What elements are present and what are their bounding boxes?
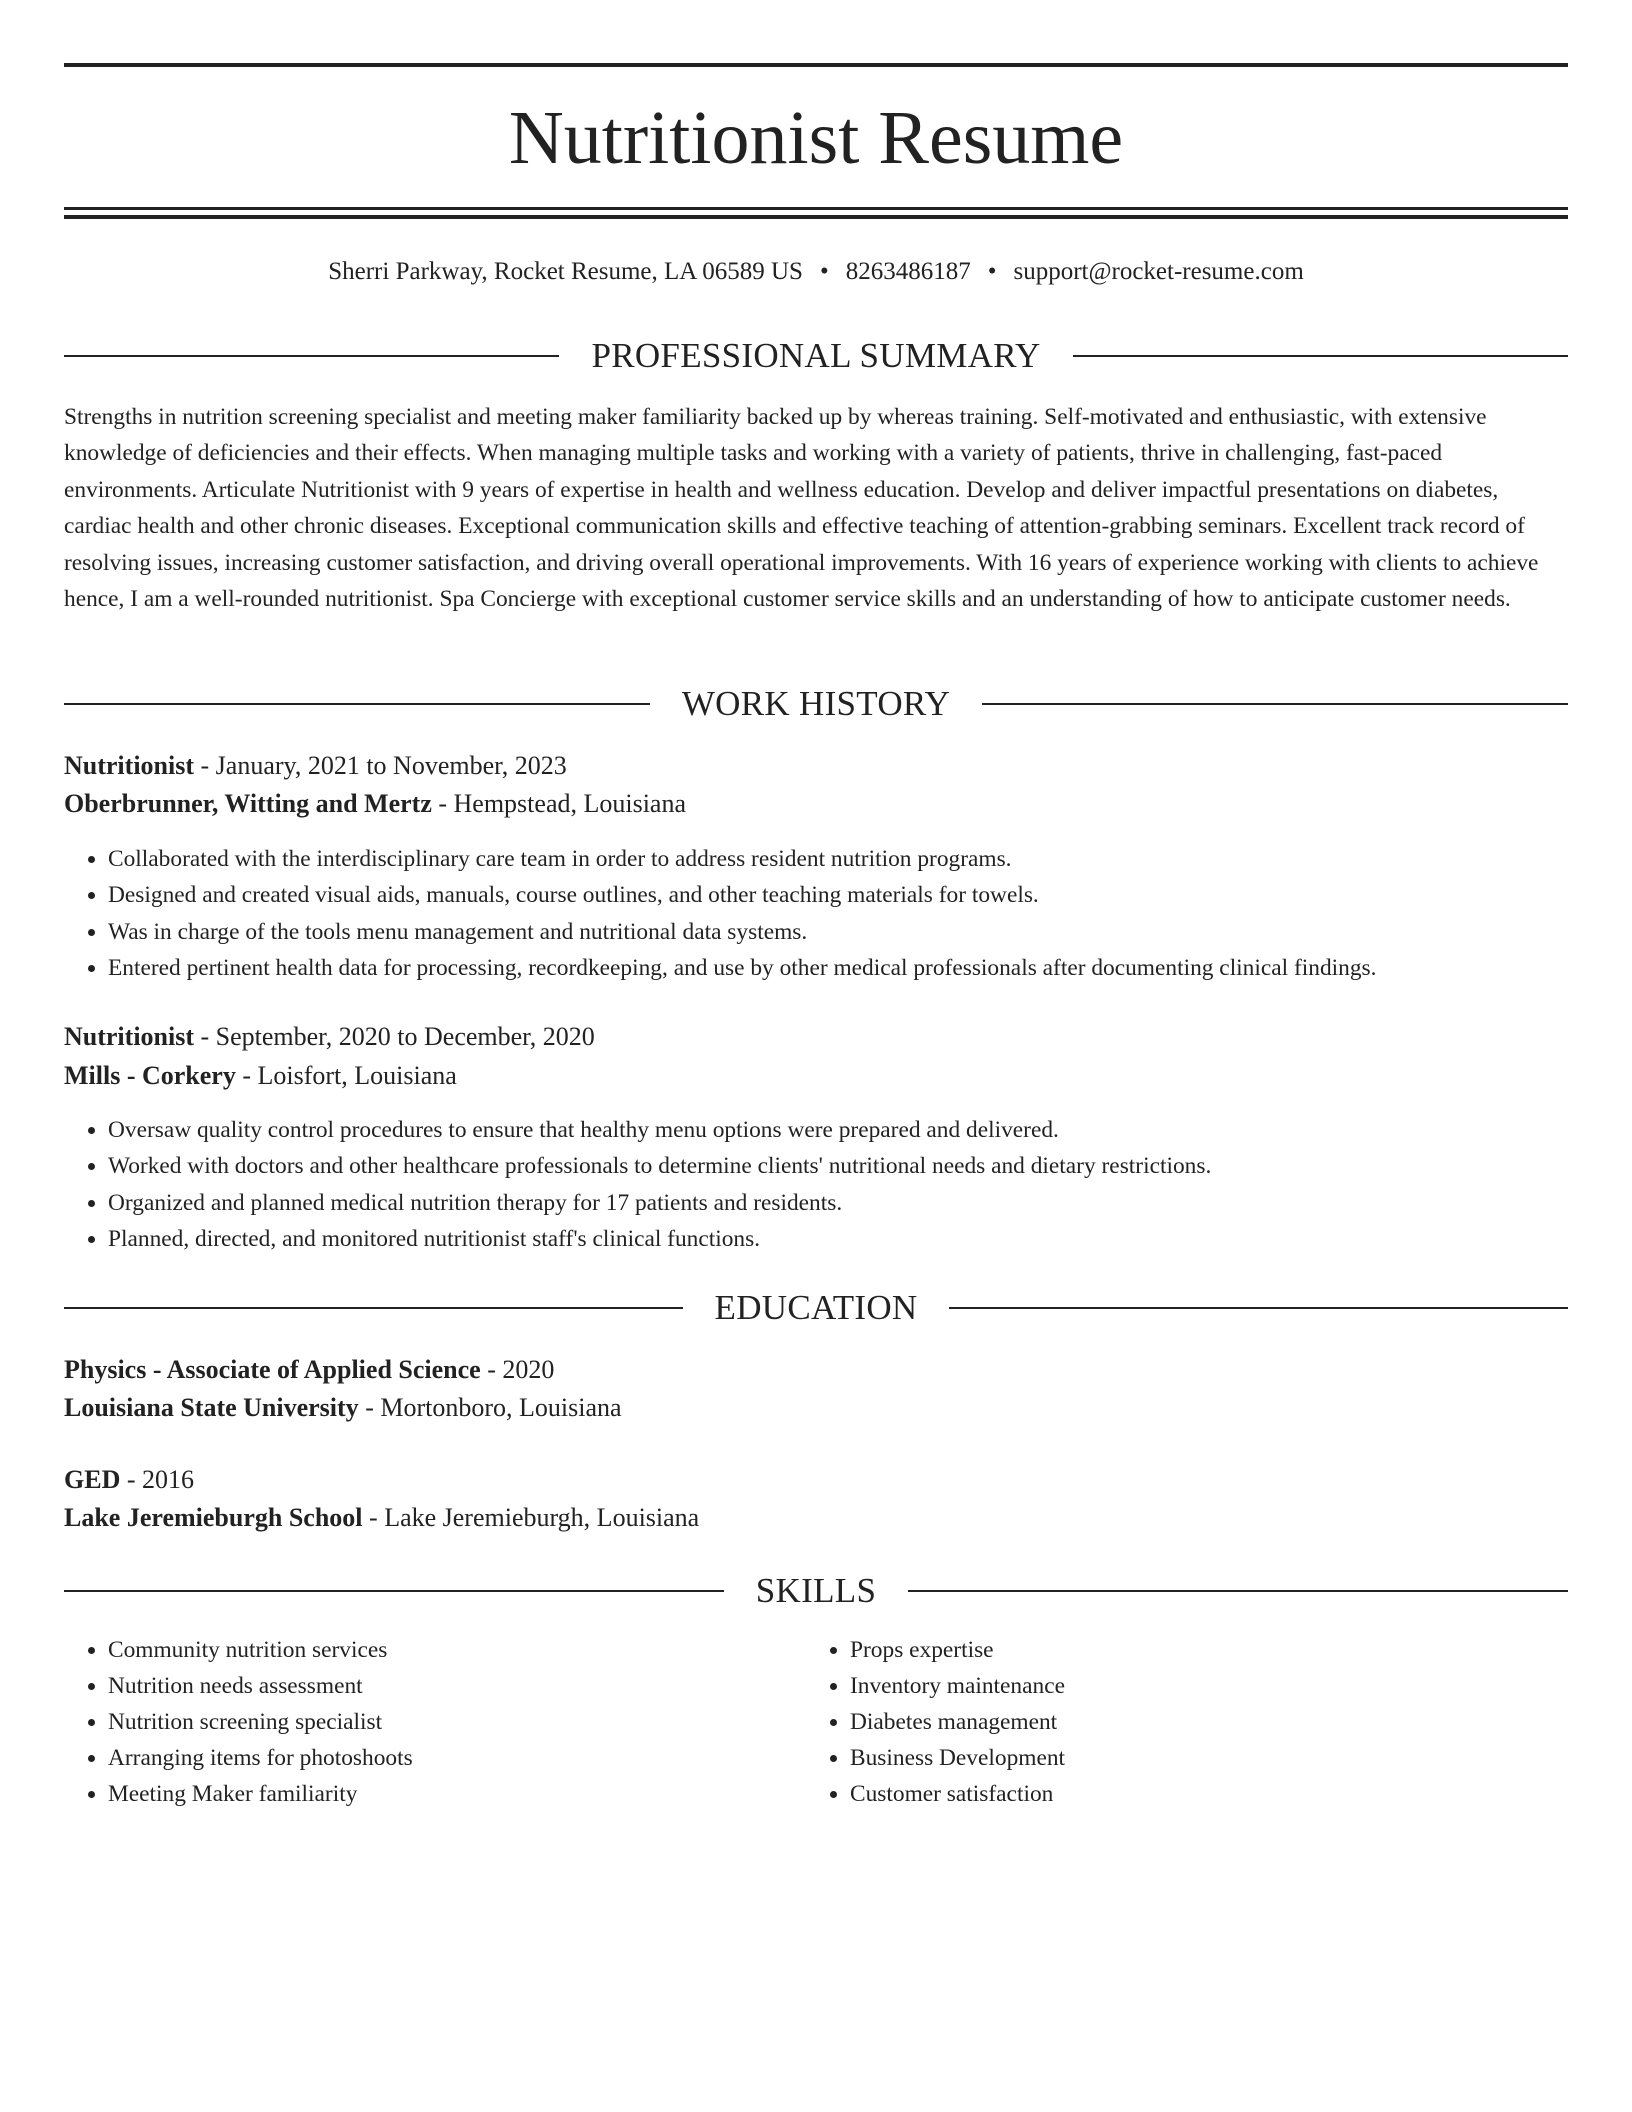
education-degree: GED xyxy=(64,1465,121,1494)
section-heading-education xyxy=(64,1286,1568,1330)
list-item: • Designed and created visual aids, manuals, course outlines, and other teaching materials for towels. xyxy=(108,877,1612,913)
heading-rule xyxy=(982,703,1568,705)
education-school: Louisiana State University xyxy=(64,1393,359,1422)
contact-separator: • xyxy=(987,258,997,285)
contact-email: support@rocket-resume.com xyxy=(1013,258,1304,285)
section-title: PROFESSIONAL SUMMARY xyxy=(591,336,1041,375)
heading-rule xyxy=(64,1590,724,1592)
skill-item: • Diabetes management xyxy=(850,1704,1550,1740)
list-item: • Entered pertinent health data for processing, recordkeeping, and use by other medical professionals after documenting clinical findings. xyxy=(108,950,1612,986)
job-company-line xyxy=(64,786,1568,822)
education-year: - 2020 xyxy=(480,1355,555,1384)
list-item: • Oversaw quality control procedures to ensure that healthy menu options were prepared and delivered. xyxy=(108,1112,1612,1148)
section-heading-summary xyxy=(64,334,1568,378)
job-title-line xyxy=(64,1019,1568,1055)
skills-list-left xyxy=(64,1632,808,1812)
skill-item: • Nutrition screening specialist xyxy=(108,1704,808,1740)
job-company: Oberbrunner, Witting and Mertz xyxy=(64,789,432,818)
education-school: Lake Jeremieburgh School xyxy=(64,1503,363,1532)
section-heading-work-history xyxy=(64,682,1568,726)
skill-item: • Nutrition needs assessment xyxy=(108,1668,808,1704)
job-dates: - September, 2020 to December, 2020 xyxy=(194,1022,595,1051)
contact-phone: 8263486187 xyxy=(845,258,971,285)
education-school-line xyxy=(64,1500,1568,1536)
section-title: WORK HISTORY xyxy=(681,684,951,723)
education-location: - Lake Jeremieburgh, Louisiana xyxy=(362,1503,700,1532)
job-company-line xyxy=(64,1058,1568,1094)
section-title: EDUCATION xyxy=(714,1288,918,1327)
education-year: - 2016 xyxy=(120,1465,195,1494)
title-rule-lower xyxy=(64,215,1568,219)
job-location: - Loisfort, Louisiana xyxy=(235,1061,457,1090)
skill-item: • Meeting Maker familiarity xyxy=(108,1776,808,1812)
heading-rule xyxy=(64,355,559,357)
skill-item: • Arranging items for photoshoots xyxy=(108,1740,808,1776)
section-heading-skills xyxy=(64,1569,1568,1613)
job-location: - Hempstead, Louisiana xyxy=(431,789,687,818)
skills-list-right xyxy=(806,1632,1550,1812)
list-item: • Planned, directed, and monitored nutritionist staff's clinical functions. xyxy=(108,1221,1612,1257)
education-location: - Mortonboro, Louisiana xyxy=(358,1393,622,1422)
heading-rule xyxy=(64,1307,683,1309)
skill-item: • Inventory maintenance xyxy=(850,1668,1550,1704)
skill-item: • Props expertise xyxy=(850,1632,1550,1668)
job-company: Mills - Corkery xyxy=(64,1061,236,1090)
summary-text: Strengths in nutrition screening specialist and meeting maker familiarity backed up by whereas training. Self-motivated and enthusiastic, with extensive knowledge of deficiencies and their effects. When managing multiple tasks and working with a variety of patients, thrive in challenging, fast-paced environments. Articulate Nutritionist with 9 years of expertise in health and wellness education. Develop and deliver impactful presentations on diabetes, cardiac health and other chronic diseases. Exceptional communication skills and effective teaching of attention-grabbing seminars. Excellent track record of resolving issues, increasing customer satisfaction, and driving overall operational improvements. With 16 years of experience working with clients to achieve hence, I am a well-rounded nutritionist. Spa Concierge with exceptional customer service skills and an understanding of how to anticipate customer needs. xyxy=(64,404,1539,613)
job-bullets xyxy=(64,1112,1612,1257)
heading-rule xyxy=(908,1590,1568,1592)
education-degree: Physics - Associate of Applied Science xyxy=(64,1355,481,1384)
list-item: • Collaborated with the interdisciplinary care team in order to address resident nutrition programs. xyxy=(108,841,1612,877)
contact-address: Sherri Parkway, Rocket Resume, LA 06589 US xyxy=(328,258,803,285)
section-title: SKILLS xyxy=(755,1571,877,1610)
skill-item: • Community nutrition services xyxy=(108,1632,808,1668)
list-item: • Worked with doctors and other healthcare professionals to determine clients' nutritional needs and dietary restrictions. xyxy=(108,1148,1612,1184)
contact-separator: • xyxy=(819,258,829,285)
list-item: • Was in charge of the tools menu management and nutritional data systems. xyxy=(108,914,1612,950)
job-dates: - January, 2021 to November, 2023 xyxy=(194,751,567,780)
contact-line xyxy=(64,255,1568,289)
education-degree-line xyxy=(64,1462,1568,1498)
heading-rule xyxy=(949,1307,1568,1309)
resume-title: Nutritionist Resume xyxy=(508,96,1124,180)
skill-item: • Business Development xyxy=(850,1740,1550,1776)
top-rule xyxy=(64,63,1568,67)
education-degree-line xyxy=(64,1352,1568,1388)
job-title-line xyxy=(64,748,1568,784)
education-school-line xyxy=(64,1390,1568,1426)
heading-rule xyxy=(64,703,650,705)
skill-item: • Customer satisfaction xyxy=(850,1776,1550,1812)
job-bullets xyxy=(64,841,1612,986)
job-title: Nutritionist xyxy=(64,751,194,780)
list-item: • Organized and planned medical nutrition therapy for 17 patients and residents. xyxy=(108,1185,1612,1221)
job-title: Nutritionist xyxy=(64,1022,194,1051)
heading-rule xyxy=(1073,355,1568,357)
title-rule-upper xyxy=(64,207,1568,210)
